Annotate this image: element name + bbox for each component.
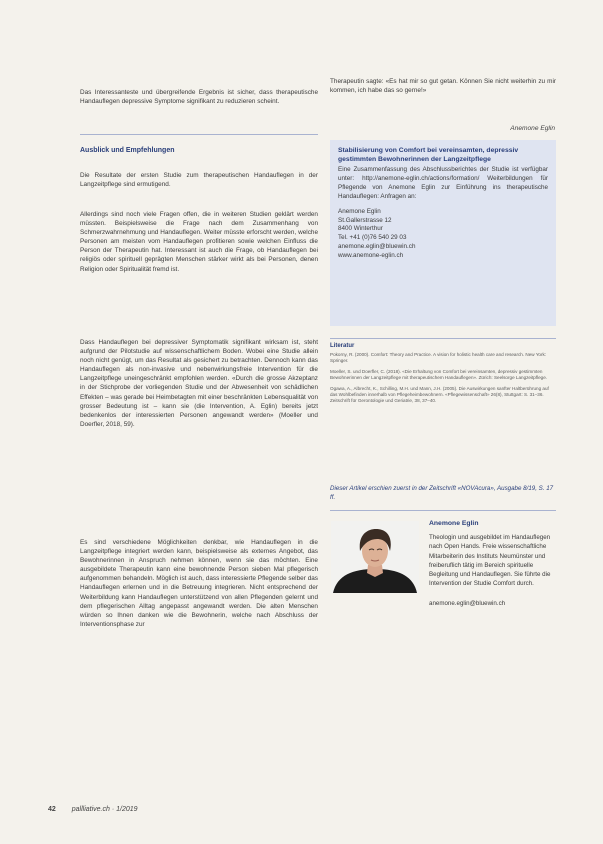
article-signature: Anemone Eglin	[510, 125, 555, 132]
body-paragraph-1: Die Resultate der ersten Studie zum therapeutischen Handauflegen in der Langzeitpflege sind ermutigend.	[80, 172, 318, 189]
literature-divider	[330, 338, 556, 339]
quote-ending: Therapeutin sagte: «Es hat mir so gut getan. Können Sie nicht weiterhin zu mir kommen, ich habe das so gerne!»	[330, 78, 556, 95]
author-divider	[330, 510, 556, 511]
magazine-name: pallliative.ch · 1/2019	[71, 806, 138, 813]
address-website: www.anemone-eglin.ch	[338, 252, 404, 260]
literature-entry: Ogawa, A., Albrecht, K., Schilling, M.H. und Mann, J.H. (2005). Die Auswirkungen sanfter Haltberührung auf das Wohlbefinden innerhalb von Pflegeheimbewohnern. «Pflegewissenschaft» 26(8), Stuttgart: S. 31–36. Zeitschrift für Gerontologie und Geriatrie, 38, 37–40.	[330, 385, 549, 404]
literature-entry: Moeller, S. und Doerfler, C. (2018). «Die Erhaltung von Comfort bei vereinsamten, depressiv gestimmten Bewohnerinnen der Langzeitpflege mit therapeutischem Handauflegen». Zürich: Seelsorge Langzeitpflege.	[330, 368, 548, 381]
info-box-text: Eine Zusammenfassung des Abschlussberichtes der Studie ist verfügbar unter: http://anemone-eglin.ch/actions/formation/ Weiterbildungen für Pflegende von Anemone Eglin zur Einführung ins therapeutische Handauflegen: Anfragen an:	[338, 166, 548, 200]
publication-note: Dieser Artikel erschien zuerst in der Zeitschrift «NOVAcura», Ausgabe 8/19, S. 17 ff.	[330, 485, 554, 501]
address-line: St.Gallerstrasse 12	[338, 216, 392, 224]
page-footer	[48, 806, 138, 813]
author-email: anemone.eglin@bluewin.ch	[429, 599, 506, 607]
section-heading: Ausblick und Empfehlungen	[80, 147, 175, 154]
portrait-image	[331, 521, 419, 593]
author-info	[429, 520, 557, 608]
page-number: 42	[48, 806, 56, 813]
address-line: Anemone Eglin	[338, 207, 381, 215]
author-name: Anemone Eglin	[429, 520, 479, 527]
body-paragraph-3: Dass Handauflegen bei depressiver Symptomatik signifikant wirksam ist, steht aufgrund der Pilotstudie auf wissenschaftlichem Boden. Wobei eine Studie allein noch nicht genügt, um das Resultat als gesichert zu betrachten. Dennoch kann das Handauflegen als non-invasive und nebenwirkungsfreie Intervention für die Langzeitpflege uneingeschränkt empfohlen werden. «Durch die grosse Akzeptanz in der Stichprobe der vorliegenden Studie und der Abwesenheit von schädlichen Effekten – was gerade bei Heimbetagten mit einer beschränkten Lebensqualität von grosser Bedeutung ist – kann sie (die Intervention, A. Eglin) bereits jetzt bedenkenlos der interessierten Personen angewandt werden» (Moeller und Doerfler, 2018, 59).	[80, 339, 318, 428]
body-paragraph-2: Allerdings sind noch viele Fragen offen, die in weiteren Studien geklärt werden müssten. Beispielsweise die Frage nach dem Zusammenhang von Schmerzwahrnehmung und Handauflegen. Weiter müsste erforscht werden, welche Personen am meisten vom Handauflegen profitieren sowie welchen Einfluss die Person der Therapeutin hat. Interessant ist auch die Frage, ob Handauflegen bei religiös oder spirituell geprägten Menschen stärker wirkt als bei Personen, denen Religion oder Spiritualität fremd ist.	[80, 211, 318, 273]
literature-title: Literatur	[330, 343, 355, 349]
author-bio: Theologin und ausgebildet im Handauflegen nach Open Hands. Freie wissenschaftliche Mitarbeiterin des Instituts Neumünster und freiberuflich tätig im Bereich spirituelle Begleitung und Handauflegen. Sie führte die Intervention der Studie Comfort durch.	[429, 534, 551, 588]
literature-entry: Pokorny, R. (2000). Comfort: Theory and Practice. A vision for holistic health care and research. New York: Springer.	[330, 352, 547, 364]
intro-paragraph: Das Interessanteste und übergreifende Ergebnis ist sicher, dass therapeutische Handauflegen depressive Symptome signifikant zu reduzieren scheint.	[80, 89, 318, 106]
section-divider	[80, 134, 318, 135]
address-line: Tel. +41 (0)76 540 29 03	[338, 234, 407, 242]
body-paragraph-4: Es sind verschiedene Möglichkeiten denkbar, wie Handauflegen in die Langzeitpflege integriert werden kann, beispielsweise als externes Angebot, das Bewohnerinnen in Anspruch nehmen können, wenn sie das möchten. Eine ausgebildete Therapeutin kann eine bewohnende Person sieben Mal pflegerisch aufgenommen behandeln. Möglich ist auch, dass interessierte Pflegende selber das Handauflegen erlernen und in die Betreuung integrieren. Nicht entsprechend der Weiterbildung kann Handauflegen unterstützend von allen Pflegenden gelernt und dem pflegerischen Alltag angepasst angewandt werden. Die alten Menschen würden so Ihnen danken wie die Bewohnerin, welche nach Abschluss der Interventionsphase zur	[80, 539, 318, 628]
contact-address	[338, 208, 548, 261]
address-email: anemone.eglin@bluewin.ch	[338, 243, 416, 251]
literature-section	[330, 338, 556, 409]
info-box	[330, 140, 556, 326]
address-line: 8400 Winterthur	[338, 225, 383, 233]
info-box-heading: Stabilisierung von Comfort bei vereinsamten, depressiv gestimmten Bewohnerinnen der Langzeitpflege	[338, 147, 519, 163]
author-portrait	[331, 521, 419, 593]
